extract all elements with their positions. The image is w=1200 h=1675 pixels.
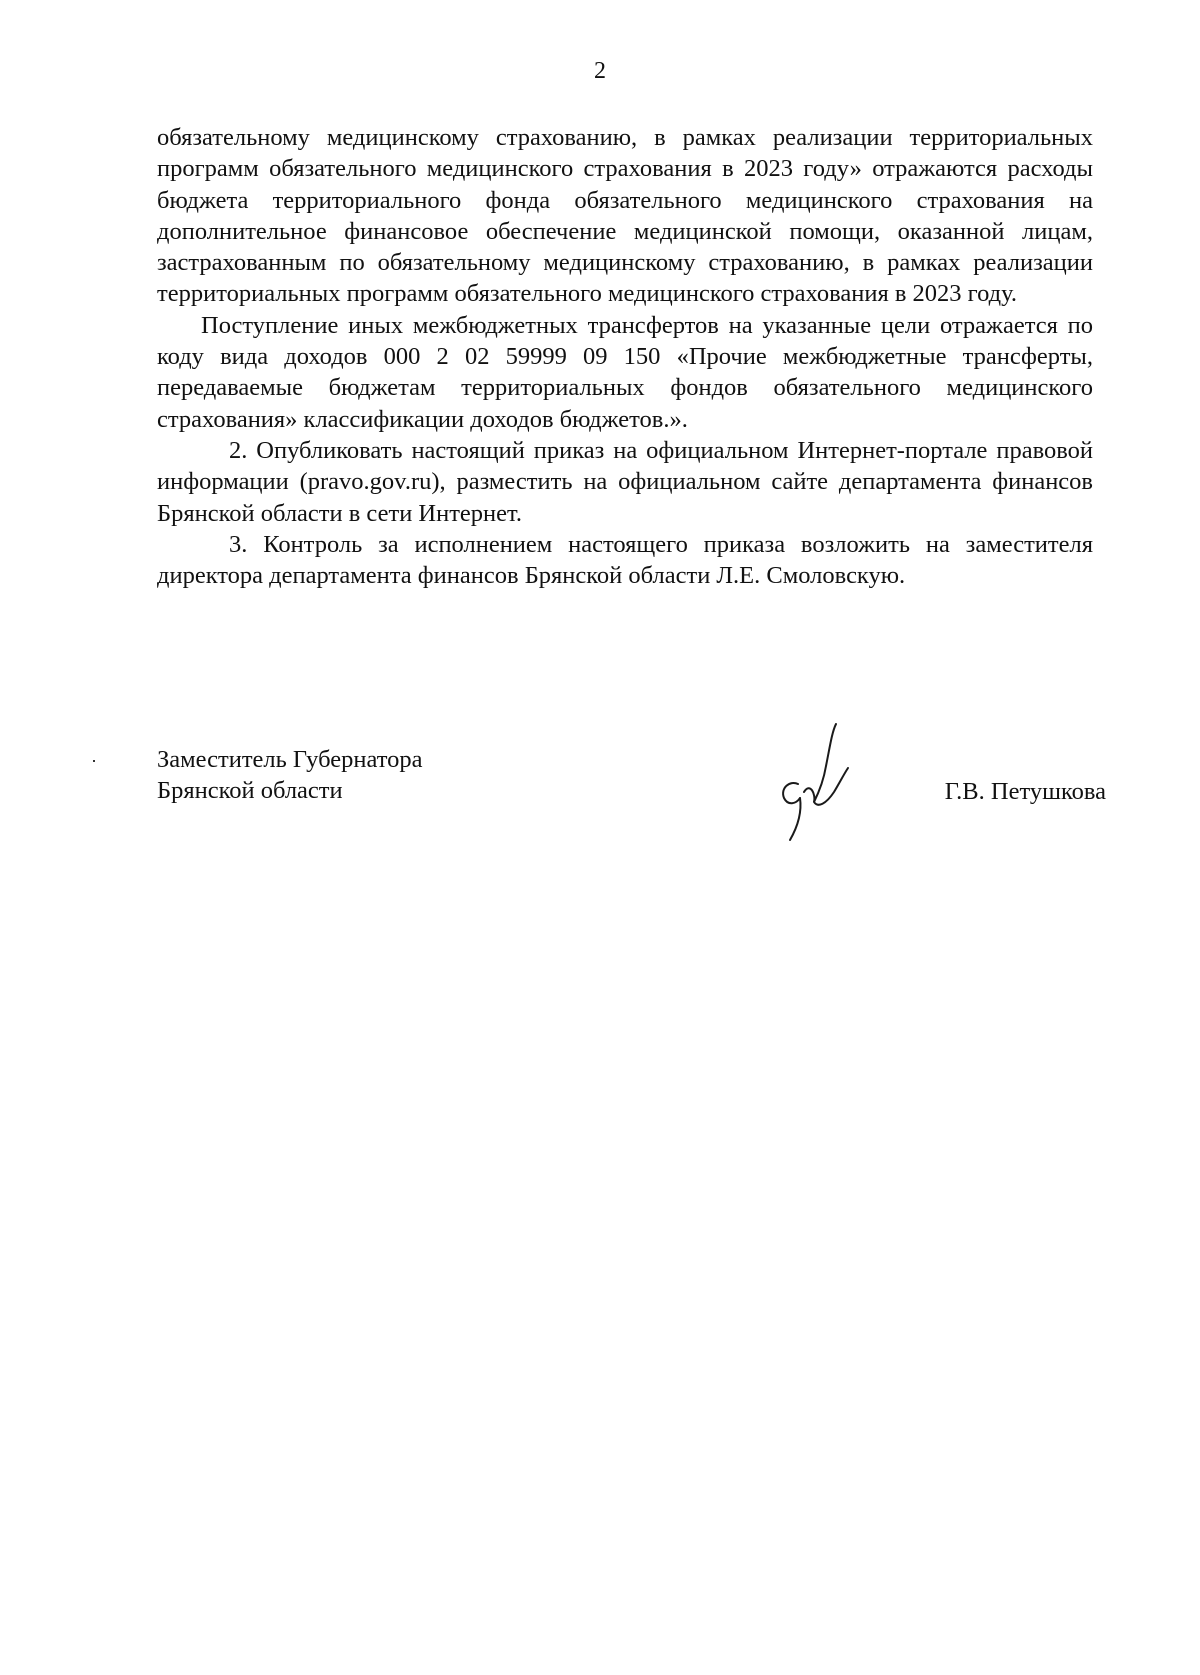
signatory-position-line2: Брянской области <box>157 777 343 805</box>
signatory-position <box>157 744 422 807</box>
paragraph-continuation: обязательному медицинскому страхованию, в рамках реализации территориальных программ обязательного медицинского страхования в 2023 году» отражаются расходы бюджета территориального фонда обязательного медицинского страхования на дополнительное финансовое обеспечение медицинской помощи, оказанной лицам, застрахованным по обязательному медицинскому страхованию, в рамках реализации территориальных программ обязательного медицинского страхования в 2023 году. <box>157 124 1093 308</box>
paragraph-item-3: 3. Контроль за исполнением настоящего приказа возложить на заместителя директора департамента финансов Брянской области Л.Е. Смоловскую. <box>157 530 1093 590</box>
scan-speck <box>93 760 95 762</box>
signatory-name: Г.В. Петушкова <box>944 778 1106 805</box>
paragraph-transfers: Поступление иных межбюджетных трансфертов на указанные цели отражается по коду вида доходов 000 2 02 59999 09 150 «Прочие межбюджетные трансферты, передаваемые бюджетам территориальных фондов обязательного медицинского страхования» классификации доходов бюджетов.». <box>157 311 1093 433</box>
document-body <box>157 122 1093 591</box>
paragraph-item-2: 2. Опубликовать настоящий приказ на официальном Интернет-портале правовой информации (pravo.gov.ru), разместить на официальном сайте департамента финансов Брянской области в сети Интернет. <box>157 436 1093 527</box>
page-number: 2 <box>594 58 606 84</box>
signatory-position-line1: Заместитель Губернатора <box>157 746 423 773</box>
handwritten-signature <box>760 722 870 842</box>
